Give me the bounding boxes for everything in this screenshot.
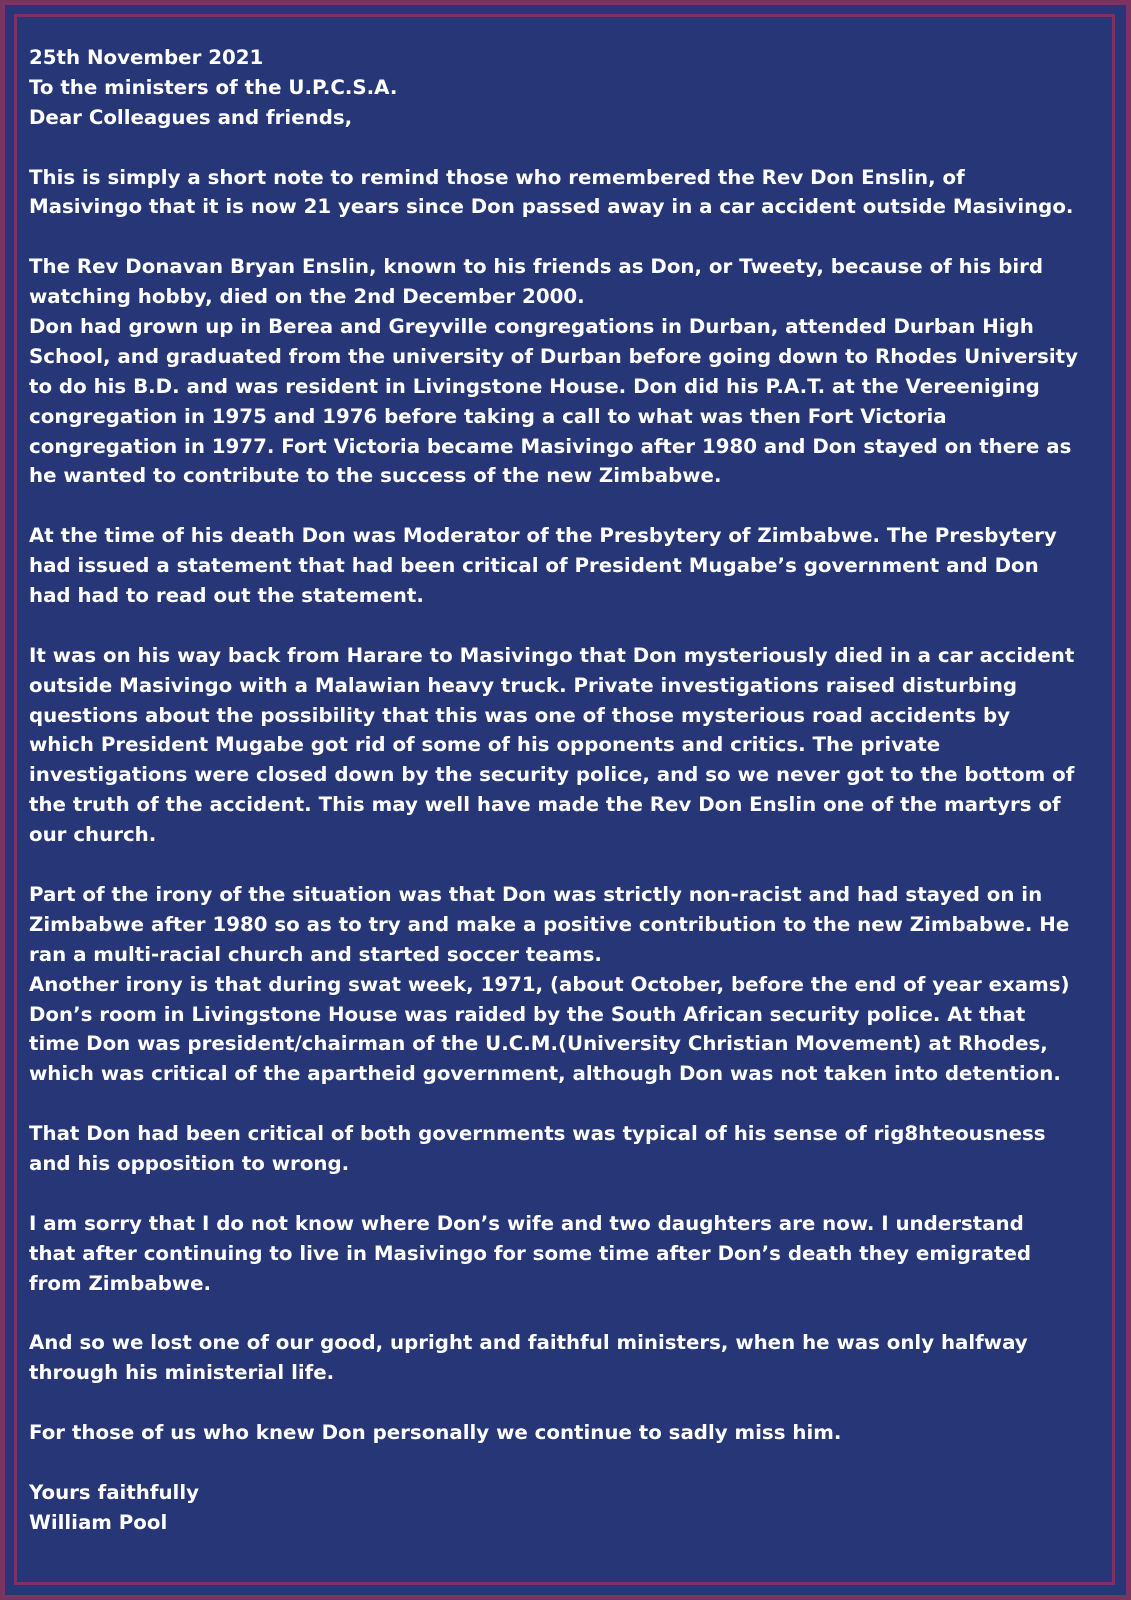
letter-line: had had to read out the statement.: [29, 584, 424, 608]
letter-line: our church.: [29, 823, 157, 847]
blank-line: [29, 850, 1121, 880]
letter-line: that after continuing to live in Masivingo for some time after Don’s death they emigrated: [29, 1241, 1032, 1265]
letter-line: School, and graduated from the university of Durban before going down to Rhodes University: [29, 344, 1079, 368]
letter-line: questions about the possibility that this was one of those mysterious road accidents by: [29, 703, 1011, 727]
blank-line: [29, 1448, 1121, 1478]
letter-line: Another irony is that during swat week, 1971, (about October, before the end of year exams): [29, 972, 1070, 996]
letter-line: and his opposition to wrong.: [29, 1151, 350, 1175]
letter-line: That Don had been critical of both governments was typical of his sense of rig8hteousness: [29, 1122, 1046, 1146]
letter-line: to do his B.D. and was resident in Livingstone House. Don did his P.A.T. at the Vereeniging: [29, 374, 1040, 398]
letter-line: Dear Colleagues and friends,: [29, 105, 353, 129]
letter-line: This is simply a short note to remind those who remembered the Rev Don Enslin, of: [29, 165, 965, 189]
blank-line: [29, 222, 1121, 252]
letter-line: had issued a statement that had been critical of President Mugabe’s government and Don: [29, 554, 1039, 578]
letter-line: At the time of his death Don was Moderator of the Presbytery of Zimbabwe. The Presbytery: [29, 524, 1057, 548]
blank-line: [29, 491, 1121, 521]
letter-line: through his ministerial life.: [29, 1361, 335, 1385]
letter-line: which President Mugabe got rid of some of his opponents and critics. The private: [29, 733, 941, 757]
letter-line: And so we lost one of our good, upright and faithful ministers, when he was only halfway: [29, 1331, 1028, 1355]
letter-line: from Zimbabwe.: [29, 1271, 212, 1295]
letter-line: I am sorry that I do not know where Don’s wife and two daughters are now. I understand: [29, 1211, 1024, 1235]
letter-line: investigations were closed down by the security police, and so we never got to the bottom of: [29, 763, 1075, 787]
letter-line: Don’s room in Livingstone House was raided by the South African security police. At that: [29, 1002, 1026, 1026]
letter-line: he wanted to contribute to the success of the new Zimbabwe.: [29, 464, 722, 488]
letter-body: [29, 43, 1121, 1538]
letter-line: Masivingo that it is now 21 years since Don passed away in a car accident outside Masivingo.: [29, 195, 1074, 219]
letter-line: time Don was president/chairman of the U.C.M.(University Christian Movement) at Rhodes,: [29, 1032, 1048, 1056]
letter-line: which was critical of the apartheid government, although Don was not taken into detention.: [29, 1062, 1061, 1086]
letter-line: To the ministers of the U.P.C.S.A.: [29, 75, 398, 99]
blank-line: [29, 1179, 1121, 1209]
letter-line: outside Masivingo with a Malawian heavy truck. Private investigations raised disturbing: [29, 673, 1018, 697]
letter-line: watching hobby, died on the 2nd December 2000.: [29, 285, 585, 309]
letter-line: It was on his way back from Harare to Masivingo that Don mysteriously died in a car accident: [29, 643, 1075, 667]
letter-line: congregation in 1975 and 1976 before taking a call to what was then Fort Victoria: [29, 404, 947, 428]
blank-line: [29, 611, 1121, 641]
letter-line: congregation in 1977. Fort Victoria became Masivingo after 1980 and Don stayed on there as: [29, 434, 1072, 458]
blank-line: [29, 133, 1121, 163]
letter-line: Part of the irony of the situation was that Don was strictly non-racist and had stayed on in: [29, 882, 1043, 906]
letter-line: William Pool: [29, 1510, 168, 1534]
blank-line: [29, 1388, 1121, 1418]
letter-line: Don had grown up in Berea and Greyville congregations in Durban, attended Durban High: [29, 315, 1034, 339]
letter-line: Yours faithfully: [29, 1480, 200, 1504]
letter-line: The Rev Donavan Bryan Enslin, known to his friends as Don, or Tweety, because of his bird: [29, 255, 1044, 279]
letter-line: 25th November 2021: [29, 46, 264, 69]
letter-line: For those of us who knew Don personally we continue to sadly miss him.: [29, 1420, 842, 1444]
letter-line: the truth of the accident. This may well have made the Rev Don Enslin one of the martyrs of: [29, 793, 1061, 817]
blank-line: [29, 1089, 1121, 1119]
letter-line: ran a multi-racial church and started soccer teams.: [29, 942, 602, 966]
letter-line: Zimbabwe after 1980 so as to try and make a positive contribution to the new Zimbabwe. He: [29, 912, 1070, 936]
blank-line: [29, 1298, 1121, 1328]
